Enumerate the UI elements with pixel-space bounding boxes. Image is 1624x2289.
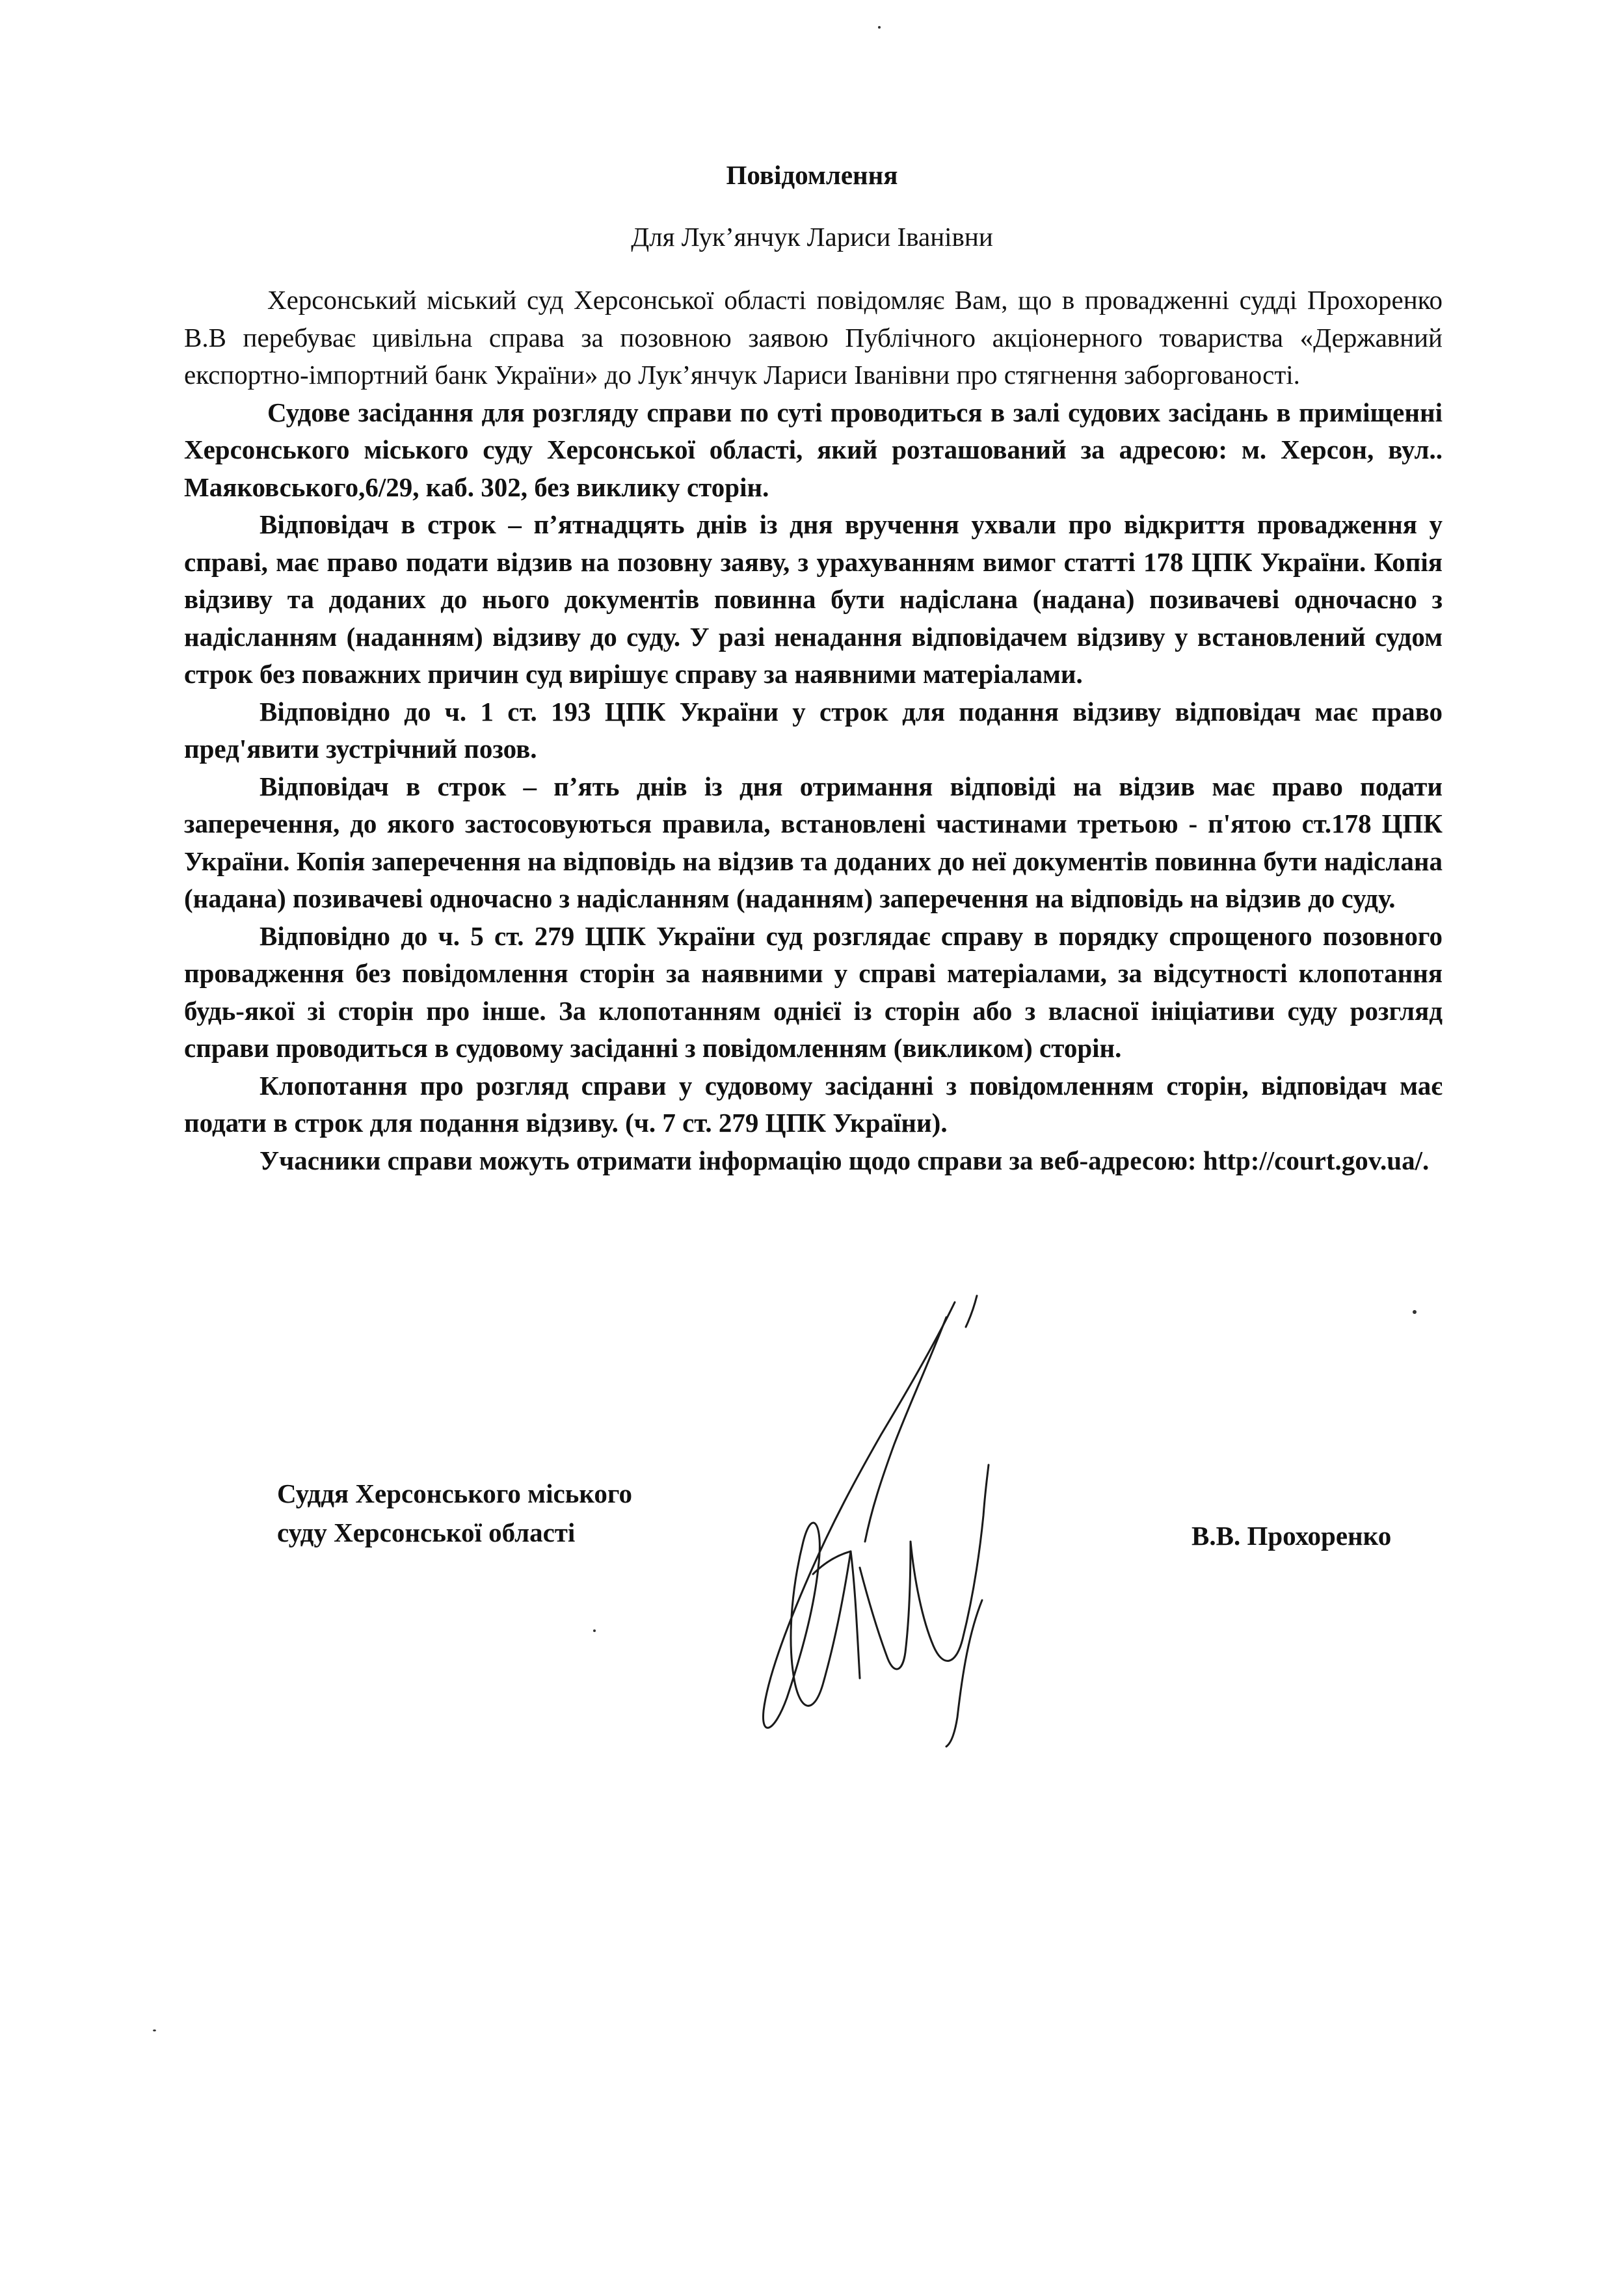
addressee-line: Для Лук’янчук Лариси Іванівни (631, 222, 993, 252)
judge-position (277, 1474, 797, 1552)
paragraph-objection: Відповідач в строк – п’ять днів із дня отримання відповіді на відзив має право подати заперечення, до якого застосовуються правила, встановлені частинами третьою - п'ятою ст.178 ЦПК України. Копія заперечення на відповідь на відзив та доданих до неї документів повинна бути надіслана (надана) позивачеві одночасно з надісланням (наданням) заперечення на відповідь на відзив до суду. (184, 771, 1443, 913)
scan-speck (593, 1629, 596, 1632)
scan-speck (153, 2029, 156, 2031)
paragraph-simplified-procedure: Відповідно до ч. 5 ст. 279 ЦПК України суд розглядає справу в порядку спрощеного позовного провадження без повідомлення сторін за наявними у справі матеріалами, за відсутності клопотання будь-якої зі сторін про інше. За клопотанням однієї із сторін або з власної ініціативи суду розгляд справи проводиться в судовому засіданні з повідомленням (викликом) сторін. (184, 920, 1443, 1063)
paragraph-counterclaim: Відповідно до ч. 1 ст. 193 ЦПК України у строк для подання відзиву відповідач має право пред'явити зустрічний позов. (184, 696, 1443, 764)
judge-position-line1: Суддя Херсонського міського (277, 1479, 633, 1508)
handwritten-signature (748, 1294, 1060, 1750)
paragraph-response-deadline: Відповідач в строк – п’ятнадцять днів із дня вручення ухвали про відкриття провадження у справі, має право подати відзив на позовну заяву, з урахуванням вимог статті 178 ЦПК України. Копія відзиву та доданих до нього документів повинна бути надіслана (надана) позивачеві одночасно з надісланням (наданням) відзиву до суду. У разі ненадання відповідачем відзиву у встановлений судом строк без поважних причин суд вирішує справу за наявними матеріалами. (184, 509, 1443, 689)
paragraph-motion: Клопотання про розгляд справи у судовому засіданні з повідомленням сторін, відповідач має подати в строк для подання відзиву. (ч. 7 ст. 279 ЦПК України). (184, 1070, 1443, 1138)
paragraph-web-address: Учасники справи можуть отримати інформацію щодо справи за веб-адресою: http://court.gov.ua/. (260, 1145, 1430, 1175)
scan-speck (1413, 1310, 1417, 1314)
judge-name: В.В. Прохоренко (1191, 1521, 1392, 1551)
paragraph-case-info: Херсонський міський суд Херсонської області повідомляє Вам, що в провадженні судді Прохоренко В.В перебуває цивільна справа за позовною заявою Публічного акціонерного товариства «Державний експортно-імпортний банк України» до Лук’янчук Лариси Іванівни про стягнення заборгованості. (184, 285, 1443, 390)
notice-body (184, 282, 1443, 1179)
paragraph-hearing-location: Судове засідання для розгляду справи по суті проводиться в залі судових засідань в приміщенні Херсонського міського суду Херсонської області, який розташований за адресою: м. Херсон, вул.. Маяковського,6/29, каб. 302, без виклику сторін. (184, 397, 1443, 502)
judge-position-line2: суду Херсонської області (277, 1518, 576, 1547)
scan-speck (878, 26, 881, 29)
document-title: Повідомлення (726, 160, 898, 190)
